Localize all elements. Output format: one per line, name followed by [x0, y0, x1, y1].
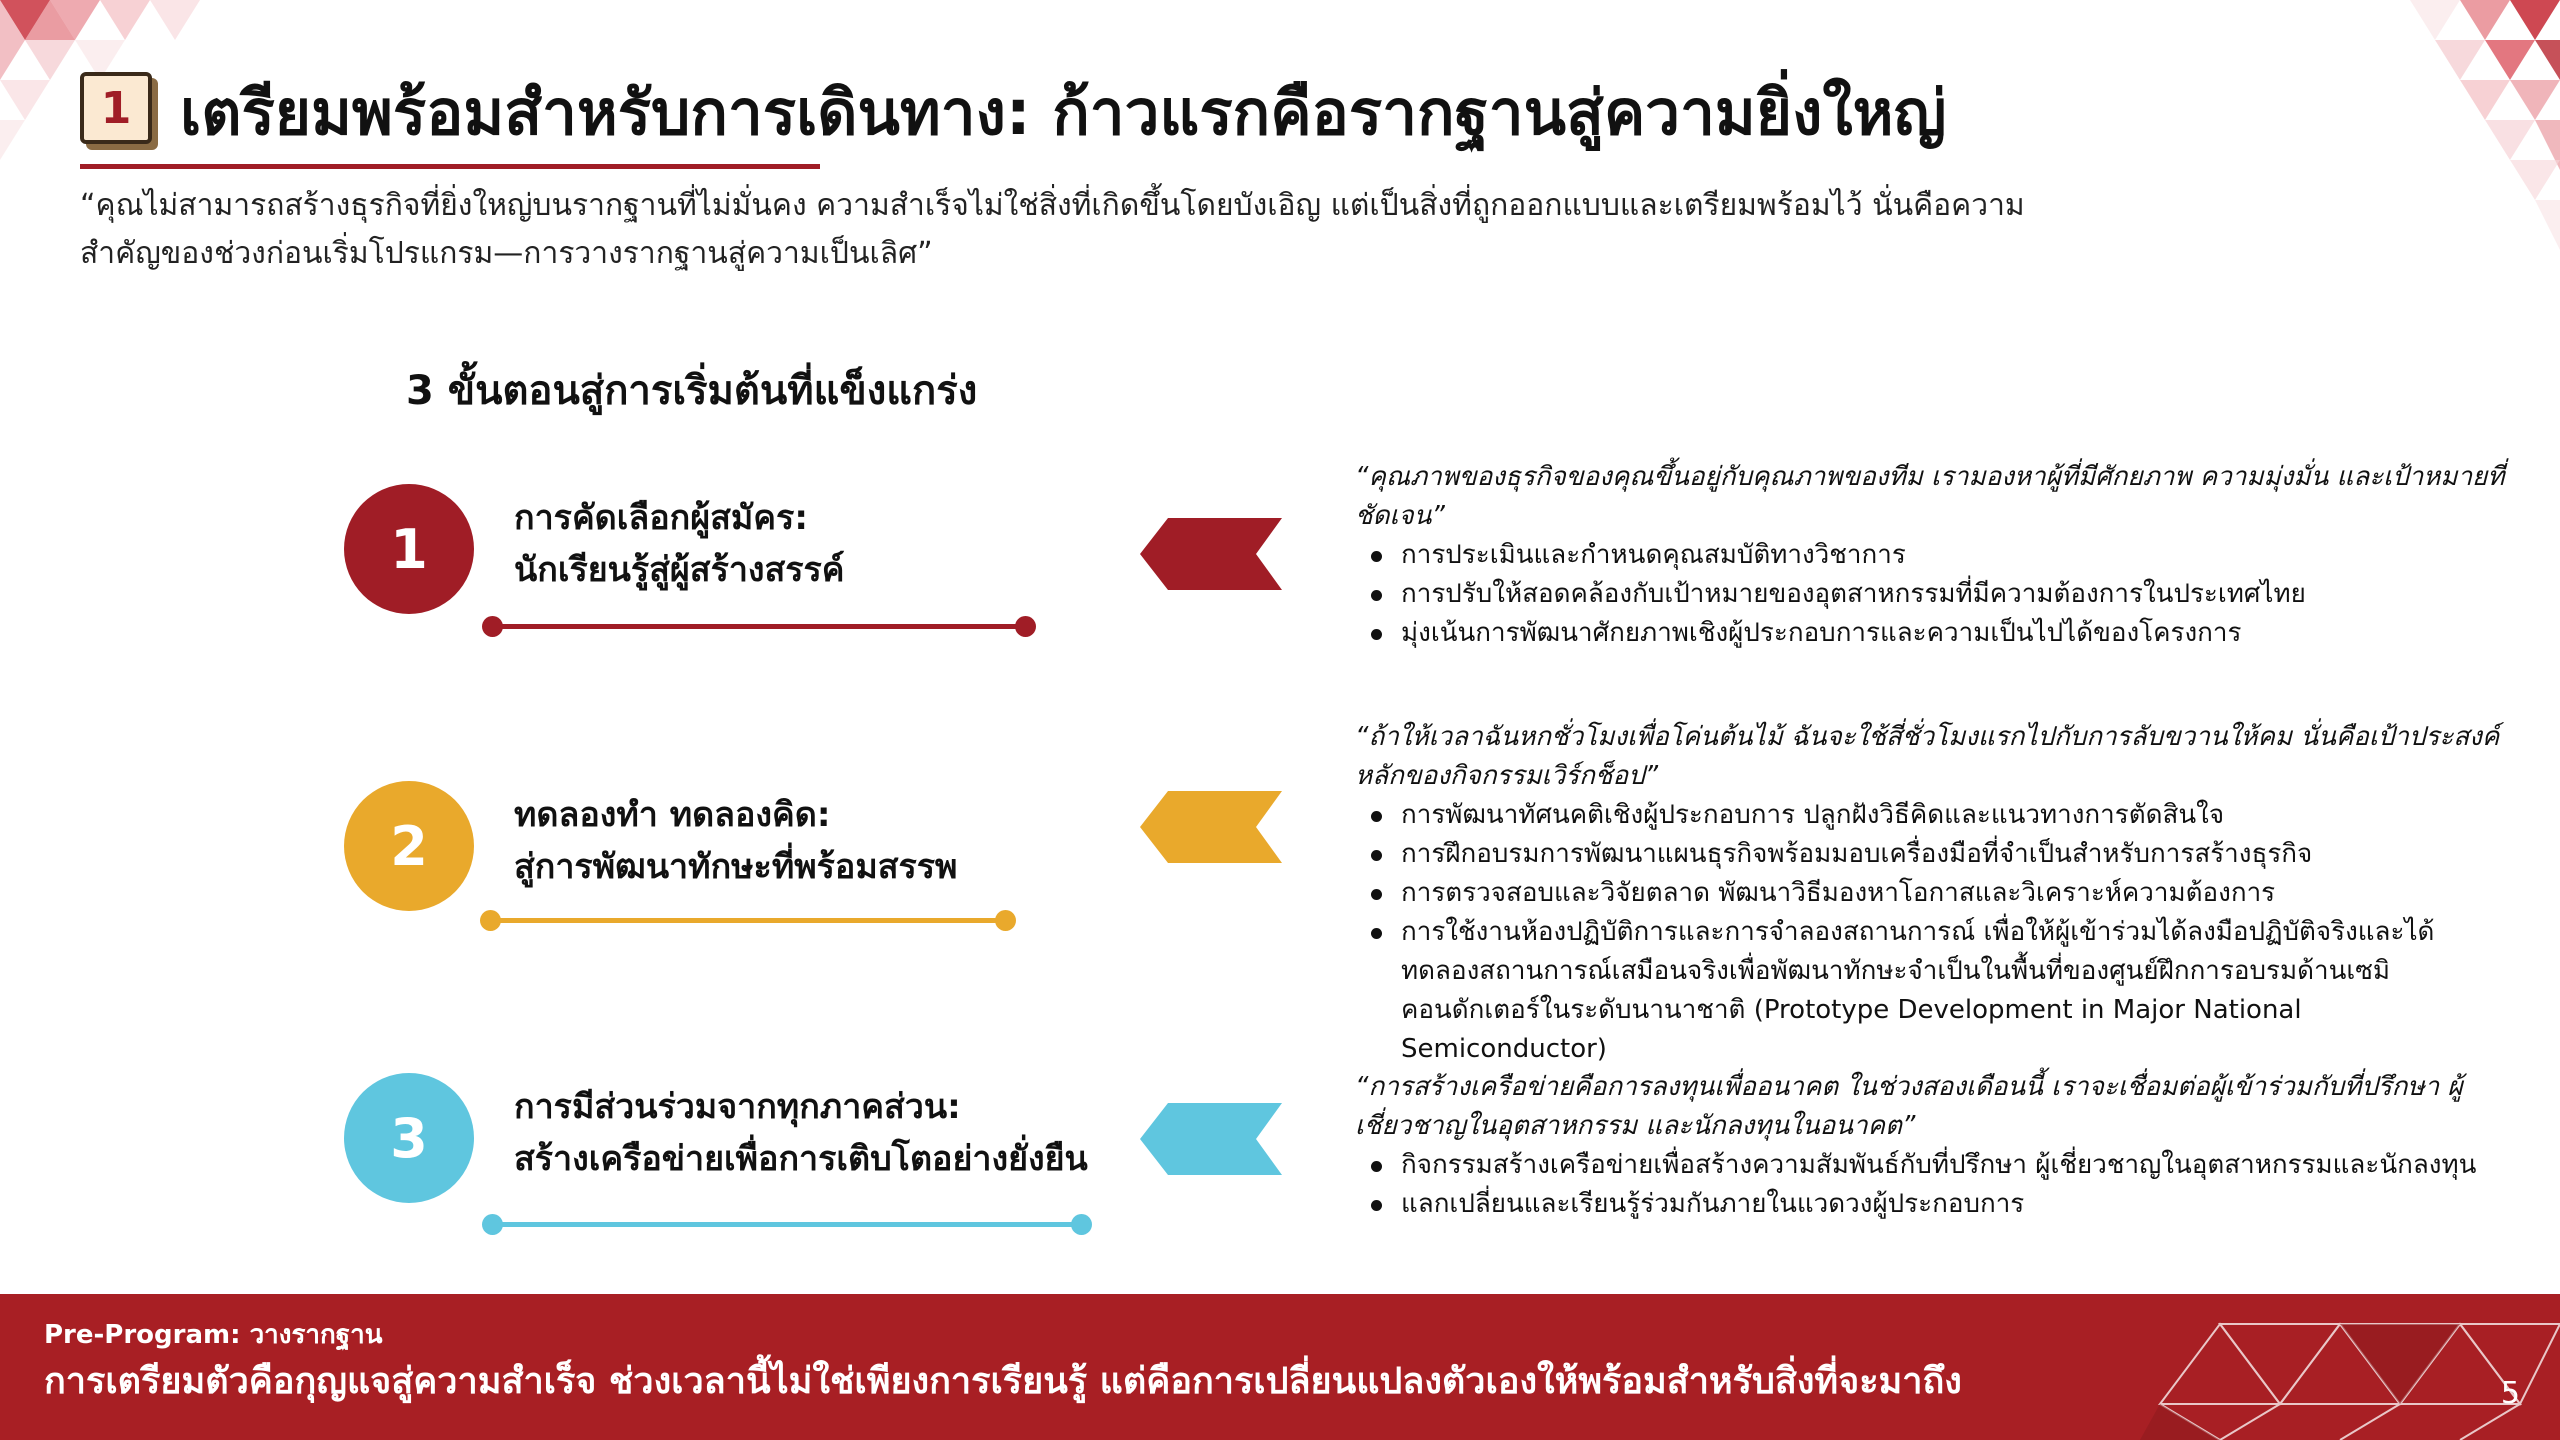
step-1-arrow-flag-icon [1140, 518, 1282, 590]
step-title-line1: ทดลองทำ ทดลองคิด: [514, 795, 831, 835]
step-title-line1: การคัดเลือกผู้สมัคร: [514, 498, 808, 538]
list-item: การปรับให้สอดคล้องกับเป้าหมายของอุตสาหกรรมที่มีความต้องการในประเทศไทย [1401, 575, 2505, 614]
title-underline [80, 164, 820, 169]
list-item: การตรวจสอบและวิจัยตลาด พัฒนาวิธีมองหาโอกาสและวิเคราะห์ความต้องการ [1401, 874, 2505, 913]
step-quote: “การสร้างเครือข่ายคือการลงทุนเพื่ออนาคต ในช่วงสองเดือนนี้ เราจะเชื่อมต่อผู้เข้าร่วมกับที่ปรึกษา ผู้เชี่ยวชาญในอุตสาหกรรม และนักลงทุนในอนาคต” [1355, 1072, 2463, 1141]
page-title: เตรียมพร้อมสำหรับการเดินทาง: ก้าวแรกคือรากฐานสู่ความยิ่งใหญ่ [180, 76, 1947, 149]
triangle-pattern-top-right [2390, 0, 2560, 270]
step-title-line2: สู่การพัฒนาทักษะที่พร้อมสรรพ [514, 847, 958, 887]
list-item: การฝึกอบรมการพัฒนาแผนธุรกิจพร้อมมอบเครื่องมือที่จำเป็นสำหรับการสร้างธุรกิจ [1401, 835, 2505, 874]
step-number-circle: 2 [344, 781, 474, 911]
step-2 [344, 781, 1104, 951]
list-item: การพัฒนาทัศนคติเชิงผู้ประกอบการ ปลูกฝังวิธีคิดและแนวทางการตัดสินใจ [1401, 796, 2505, 835]
step-title-line1: การมีส่วนร่วมจากทุกภาคส่วน: [514, 1087, 961, 1127]
step-title-line2: สร้างเครือข่ายเพื่อการเติบโตอย่างยั่งยืน [514, 1139, 1088, 1179]
list-item: มุ่งเน้นการพัฒนาศักยภาพเชิงผู้ประกอบการและความเป็นไปได้ของโครงการ [1401, 614, 2505, 653]
step-1-detail [1355, 458, 2505, 653]
intro-quote: “คุณไม่สามารถสร้างธุรกิจที่ยิ่งใหญ่บนรากฐานที่ไม่มั่นคง ความสำเร็จไม่ใช่สิ่งที่เกิดขึ้นโดยบังเอิญ แต่เป็นสิ่งที่ถูกออกแบบและเตรียมพร้อมไว้ นั่นคือความสำคัญของช่วงก่อนเริ่มโปรแกรม—การวางรากฐานสู่ความเป็นเลิศ” [80, 188, 2025, 271]
step-number-circle: 3 [344, 1073, 474, 1203]
list-item: กิจกรรมสร้างเครือข่ายเพื่อสร้างความสัมพันธ์กับที่ปรึกษา ผู้เชี่ยวชาญในอุตสาหกรรมและนักลงทุน [1401, 1146, 2505, 1185]
footer-subtitle: Pre-Program: วางรากฐาน [44, 1320, 383, 1350]
page-number: 5 [2500, 1376, 2520, 1411]
step-2-arrow-flag-icon [1140, 791, 1282, 863]
step-bullet-list [1355, 536, 2505, 653]
section-number-badge: 1 [80, 72, 152, 144]
step-quote: “คุณภาพของธุรกิจของคุณขึ้นอยู่กับคุณภาพของทีม เรามองหาผู้ที่มีศักยภาพ ความมุ่งมั่น และเป้าหมายที่ชัดเจน” [1355, 462, 2505, 531]
footer-banner [0, 1294, 2560, 1440]
list-item: การประเมินและกำหนดคุณสมบัติทางวิชาการ [1401, 536, 2505, 575]
list-item: การใช้งานห้องปฏิบัติการและการจำลองสถานการณ์ เพื่อให้ผู้เข้าร่วมได้ลงมือปฏิบัติจริงและได้ทดลองสถานการณ์เสมือนจริงเพื่อพัฒนาทักษะจำเป็นในพื้นที่ของศูนย์ฝึกการอบรมด้านเซมิคอนดักเตอร์ในระดับนานาชาติ (Prototype Development in Major National Semiconductor) [1401, 913, 2505, 1069]
step-1-connector-line [492, 624, 1026, 629]
step-3-arrow-flag-icon [1140, 1103, 1282, 1175]
list-item: แลกเปลี่ยนและเรียนรู้ร่วมกันภายในแวดวงผู้ประกอบการ [1401, 1185, 2505, 1224]
step-bullet-list [1355, 1146, 2505, 1224]
step-title [514, 492, 845, 596]
footer-tagline: การเตรียมตัวคือกุญแจสู่ความสำเร็จ ช่วงเวลานี้ไม่ใช่เพียงการเรียนรู้ แต่คือการเปลี่ยนแปลงตัวเองให้พร้อมสำหรับสิ่งที่จะมาถึง [44, 1361, 1962, 1402]
step-quote: “ถ้าให้เวลาฉันหกชั่วโมงเพื่อโค่นต้นไม้ ฉันจะใช้สี่ชั่วโมงแรกไปกับการลับขวานให้คม นั่นคือเป้าประสงค์หลักของกิจกรรมเวิร์กช็อป” [1355, 722, 2500, 791]
step-3-connector-line [492, 1222, 1082, 1227]
step-number-circle: 1 [344, 484, 474, 614]
step-title [514, 789, 957, 893]
step-title-line2: นักเรียนรู้สู่ผู้สร้างสรรค์ [514, 550, 845, 590]
steps-heading: 3 ขั้นตอนสู่การเริ่มต้นที่แข็งแกร่ง [406, 368, 978, 414]
step-title [514, 1081, 1088, 1185]
step-2-detail [1355, 718, 2505, 1069]
step-3-detail [1355, 1068, 2505, 1224]
step-3 [344, 1073, 1104, 1243]
footer-geometric-pattern [2140, 1294, 2560, 1440]
step-bullet-list [1355, 796, 2505, 1069]
step-2-connector-line [490, 918, 1006, 923]
